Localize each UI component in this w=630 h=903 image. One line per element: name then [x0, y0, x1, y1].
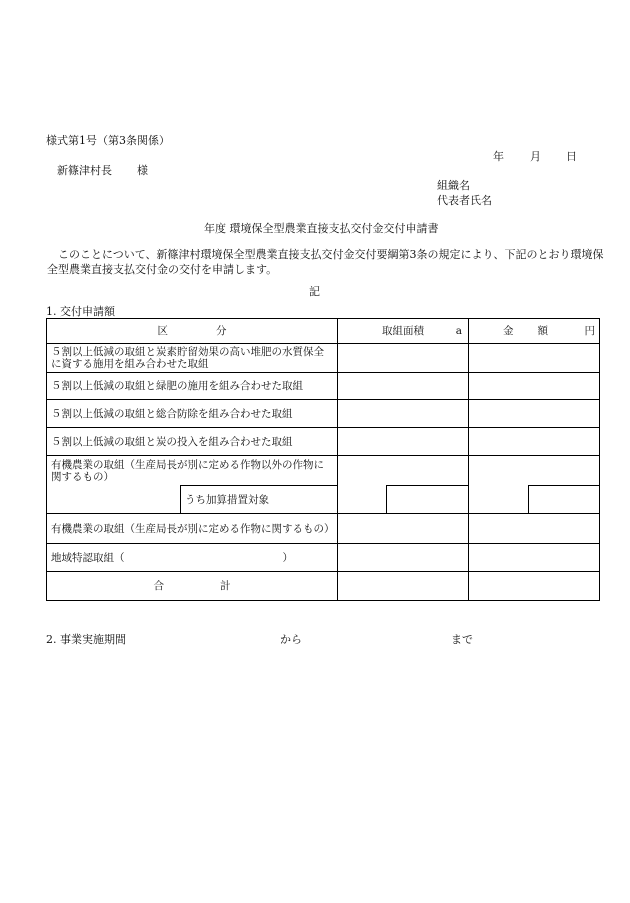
header-kubun-2: 分: [216, 325, 227, 337]
area-cell[interactable]: [338, 514, 469, 544]
header-area-unit: a: [455, 325, 462, 337]
representative-label: 代表者氏名: [437, 194, 492, 207]
header-area: [338, 319, 469, 344]
area-spacer: [338, 486, 387, 514]
header-amount-2: 額: [537, 325, 548, 337]
period-to: まで: [451, 633, 473, 646]
row-label-sub: うち加算措置対象: [181, 486, 338, 514]
table-row-organic-sub: [47, 486, 600, 514]
amount-total-cell[interactable]: [469, 572, 600, 601]
table-row: [47, 428, 600, 456]
ki-heading: 記: [309, 285, 320, 298]
area-cell[interactable]: [338, 373, 469, 400]
amount-cell[interactable]: [469, 514, 600, 544]
regional-close: ）: [282, 551, 293, 564]
table-row-regional: [47, 544, 600, 572]
row-label: ５割以上低減の取組と炭素貯留効果の高い堆肥の水質保全に資する施用を組み合わせた取組: [47, 344, 338, 373]
form-id: 様式第1号（第3条関係）: [46, 134, 170, 147]
row-label-spacer: [47, 486, 181, 514]
amount-sub-cell[interactable]: [529, 486, 600, 514]
table-row: [47, 373, 600, 400]
header-kubun-1: 区: [157, 325, 168, 337]
document-title: 年度 環境保全型農業直接支払交付金交付申請書: [204, 222, 439, 235]
area-cell[interactable]: [338, 428, 469, 456]
addressee-name: 新篠津村長: [57, 164, 112, 177]
table-row: [47, 344, 600, 373]
header-amount-1: 金: [503, 325, 514, 337]
period-from: から: [280, 633, 302, 646]
table-row-total: [47, 572, 600, 601]
area-total-cell[interactable]: [338, 572, 469, 601]
amount-cell[interactable]: [469, 456, 600, 486]
header-amount: [469, 319, 600, 344]
amount-cell[interactable]: [469, 344, 600, 373]
row-label: 有機農業の取組（生産局長が別に定める作物以外の作物に関するもの）: [47, 456, 338, 486]
area-cell[interactable]: [338, 544, 469, 572]
header-kubun: [47, 319, 338, 344]
table-row: [47, 400, 600, 428]
date-year: 年: [493, 150, 504, 163]
total-label: [47, 572, 338, 601]
amount-cell[interactable]: [469, 428, 600, 456]
date-day: 日: [566, 150, 577, 163]
row-label: ５割以上低減の取組と緑肥の施用を組み合わせた取組: [47, 373, 338, 400]
header-amount-unit: 円: [584, 325, 595, 337]
row-label: ５割以上低減の取組と炭の投入を組み合わせた取組: [47, 428, 338, 456]
org-name-label: 組織名: [437, 179, 470, 192]
table-row-organic-other: [47, 456, 600, 486]
regional-label: 地域特認取組（: [51, 551, 125, 564]
section2-heading: 2. 事業実施期間: [46, 633, 126, 646]
amount-cell[interactable]: [469, 544, 600, 572]
amount-cell[interactable]: [469, 400, 600, 428]
header-area-label: 取組面積: [382, 325, 424, 337]
amount-cell[interactable]: [469, 373, 600, 400]
area-cell[interactable]: [338, 456, 469, 486]
area-sub-cell[interactable]: [387, 486, 469, 514]
area-cell[interactable]: [338, 400, 469, 428]
amount-spacer: [469, 486, 529, 514]
body-text: このことについて、新篠津村環境保全型農業直接支払交付金交付要綱第3条の規定により、下記のとおり環境保全型農業直接支払交付金の交付を申請します。: [47, 248, 604, 276]
table-header-row: [47, 319, 600, 344]
addressee-honorific: 様: [137, 164, 148, 177]
total-2: 計: [220, 580, 231, 592]
date-month: 月: [530, 150, 541, 163]
total-1: 合: [153, 580, 164, 592]
application-amount-table: [46, 318, 600, 601]
body-paragraph: [47, 247, 607, 277]
table-row: [47, 514, 600, 544]
row-label-regional: [47, 544, 338, 572]
area-cell[interactable]: [338, 344, 469, 373]
row-label: 有機農業の取組（生産局長が別に定める作物に関するもの）: [47, 514, 338, 544]
row-label: ５割以上低減の取組と総合防除を組み合わせた取組: [47, 400, 338, 428]
section1-heading: 1. 交付申請額: [46, 305, 115, 318]
